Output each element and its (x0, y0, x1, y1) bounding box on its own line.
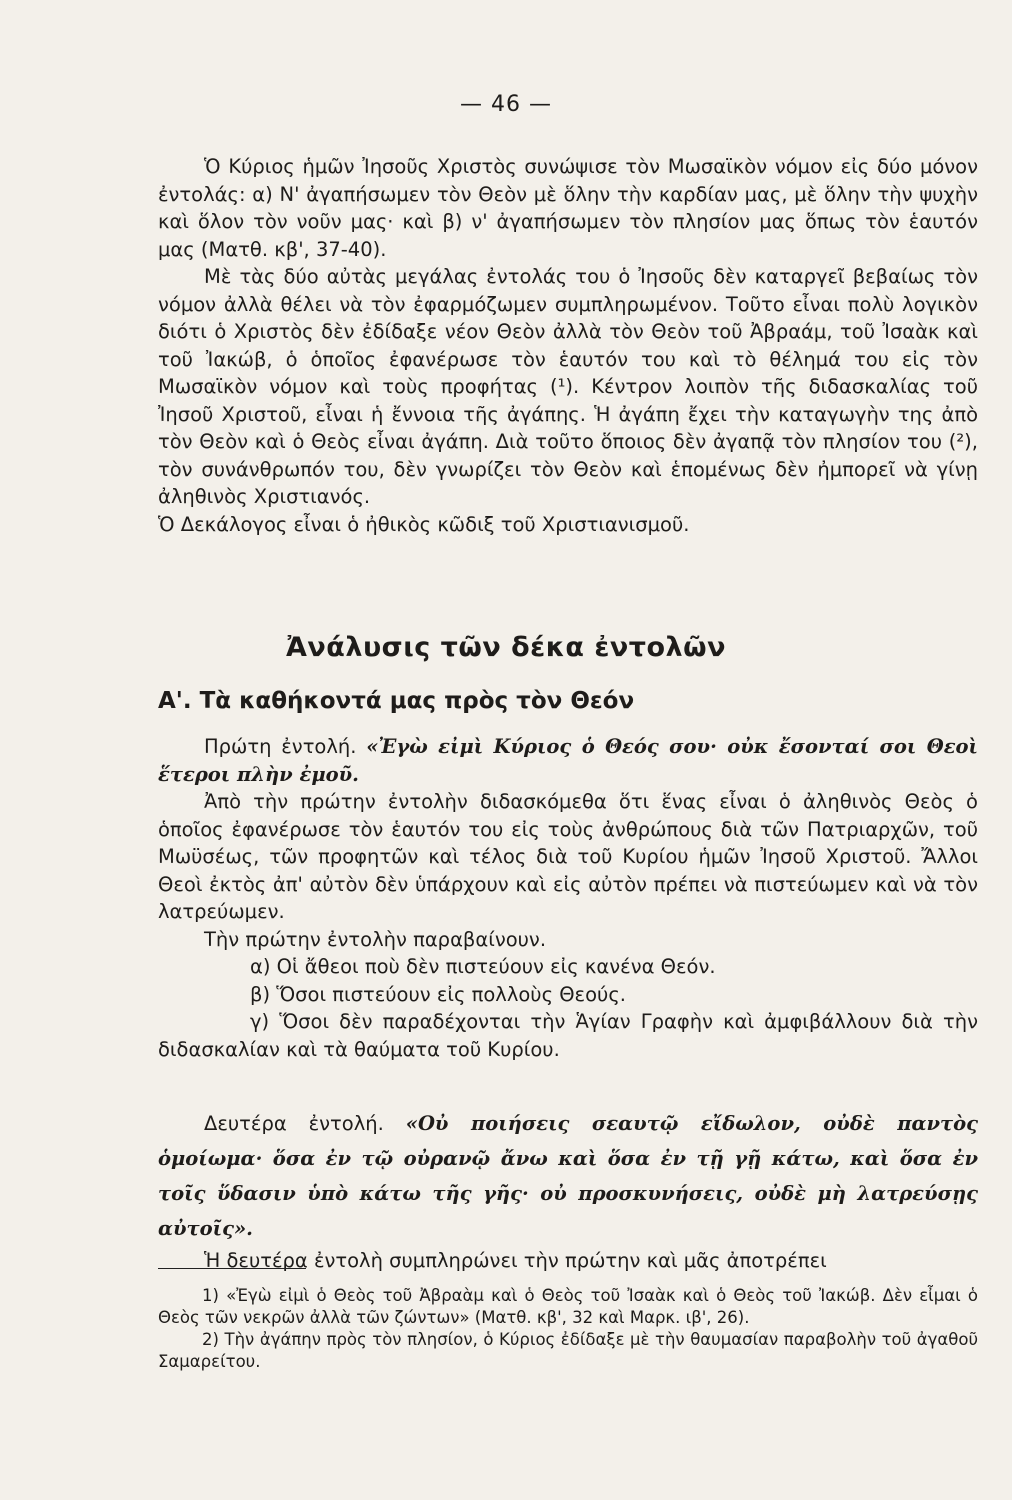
intro-text (158, 153, 978, 538)
second-commandment-line (158, 1106, 978, 1246)
second-commandment-quote: «Οὐ ποιήσεις σεαυτῷ εἴδωλον, οὐδὲ παντὸς ὁμοίωμα· ὅσα ἐν τῷ οὐρανῷ ἄνω καὶ ὅσα ἐν τῇ γῇ κάτω, καὶ ὅσα ἐν τοῖς ὕδασιν ὑπὸ κάτω τῆς γῆς· οὐ προσκυνήσεις, οὐδὲ μὴ λατρεύσῃς αὐτοῖς». (158, 1112, 979, 1240)
violator-item-a: α) Οἱ ἄθεοι ποὺ δὲν πιστεύουν εἰς κανένα Θεόν. (250, 955, 716, 978)
violator-item-c: γ) Ὅσοι δὲν παραδέχονται τὴν Ἁγίαν Γραφὴν καὶ ἀμφιβάλλουν διὰ τὴν διδασκαλίαν καὶ τὰ θαύματα τοῦ Κυρίου. (158, 1010, 978, 1061)
paragraph-2: Μὲ τὰς δύο αὐτὰς μεγάλας ἐντολάς του ὁ Ἰησοῦς δὲν καταργεῖ βεβαίως τὸν νόμον ἀλλὰ θέλει νὰ τὸν ἐφαρμόζωμεν συμπληρωμένον. Τοῦτο εἶναι πολὺ λογικὸν διότι ὁ Χριστὸς δὲν ἐδίδαξε νέον Θεὸν ἀλλὰ τὸν Θεὸν τοῦ Ἀβραάμ, τοῦ Ἰσαὰκ καὶ τοῦ Ἰακώβ, ὁ ὁποῖος ἐφανέρωσε τὸν ἑαυτόν του καὶ τὸ θέλημά του εἰς τὸν Μωσαϊκὸν νόμον καὶ τοὺς προφήτας (¹). Κέντρον λοιπὸν τῆς διδασκαλίας τοῦ Ἰησοῦ Χριστοῦ, εἶναι ἡ ἔννοια τῆς ἀγάπης. Ἡ ἀγάπη ἔχει τὴν καταγωγὴν της ἀπὸ τὸν Θεὸν καὶ ὁ Θεὸς εἶναι ἀγάπη. Διὰ τοῦτο ὅποιος δὲν ἀγαπᾷ τὸν πλησίον του (²), τὸν συνάνθρωπόν του, δὲν γνωρίζει τὸν Θεὸν καὶ ἑπομένως δὲν ἠμπορεῖ νὰ γίνῃ ἀληθινὸς Χριστιανός. (158, 265, 978, 508)
footnote-2: 2) Τὴν ἀγάπην πρὸς τὸν πλησίον, ὁ Κύριος ἐδίδαξε μὲ τὴν θαυμασίαν παραβολὴν τοῦ ἀγαθοῦ Σαμαρείτου. (158, 1330, 978, 1371)
second-commandment (158, 1106, 978, 1276)
footnote-divider (158, 1268, 306, 1269)
violators-intro: Τὴν πρώτην ἐντολὴν παραβαίνουν. (204, 927, 547, 951)
first-commandment-explanation: Ἀπὸ τὴν πρώτην ἐντολὴν διδασκόμεθα ὅτι ἕνας εἶναι ὁ ἀληθινὸς Θεὸς ὁ ὁποῖος ἐφανέρωσε τὸν ἑαυτόν του εἰς τοὺς ἀνθρώπους διὰ τῶν Πατριαρχῶν, τοῦ Μωϋσέως, τῶν προφητῶν καὶ τέλος διὰ τοῦ Κυρίου ἡμῶν Ἰησοῦ Χριστοῦ. Ἄλλοι Θεοὶ ἐκτὸς ἀπ' αὐτὸν δὲν ὑπάρχουν καὶ εἰς αὐτὸν πρέπει νὰ πιστεύωμεν καὶ νὰ τὸν λατρεύωμεν. (158, 790, 978, 923)
subsection-title: Α'. Τὰ καθήκοντά μας πρὸς τὸν Θεόν (158, 688, 635, 714)
footnotes (158, 1285, 978, 1373)
footnote-1: 1) «Ἐγὼ εἰμὶ ὁ Θεὸς τοῦ Ἀβραὰμ καὶ ὁ Θεὸς τοῦ Ἰσαὰκ καὶ ὁ Θεὸς τοῦ Ἰακώβ. Δὲν εἶμαι ὁ Θεὸς τῶν νεκρῶν ἀλλὰ τῶν ζώντων» (Ματθ. κβ', 32 καὶ Μαρκ. ιβ', 26). (158, 1286, 978, 1327)
second-commandment-label: Δευτέρα ἐντολή. (204, 1112, 384, 1135)
second-commandment-explanation: Ἡ δευτέρα ἐντολὴ συμπληρώνει τὴν πρώτην καὶ μᾶς ἀποτρέπει (204, 1249, 827, 1272)
section-title: Ἀνάλυσις τῶν δέκα ἐντολῶν (286, 632, 726, 663)
paragraph-1: Ὁ Κύριος ἡμῶν Ἰησοῦς Χριστὸς συνώψισε τὸν Μωσαϊκὸν νόμον εἰς δύο μόνον ἐντολάς: α) Ν' ἀγαπήσωμεν τὸν Θεὸν μὲ ὅλην τὴν καρδίαν μας, μὲ ὅλην τὴν ψυχὴν καὶ ὅλον τὸν νοῦν μας· καὶ β) ν' ἀγαπήσωμεν τὸν πλησίον μας ὅπως τὸν ἑαυτόν μας (Ματθ. κβ', 37-40). (158, 155, 978, 261)
first-commandment-quote: «Ἐγὼ εἰμὶ Κύριος ὁ Θεός σου· οὐκ ἔσονταί σοι Θεοὶ ἕτεροι πλὴν ἐμοῦ. (158, 735, 978, 786)
paragraph-3: Ὁ Δεκάλογος εἶναι ὁ ἠθικὸς κῶδιξ τοῦ Χριστιανισμοῦ. (158, 512, 690, 536)
first-commandment-label: Πρώτη ἐντολή. (204, 735, 357, 758)
violator-item-b: β) Ὅσοι πιστεύουν εἰς πολλοὺς Θεούς. (250, 982, 626, 1006)
page-number: — 46 — (460, 92, 552, 117)
first-commandment-line (158, 733, 978, 788)
first-commandment (158, 733, 978, 1063)
